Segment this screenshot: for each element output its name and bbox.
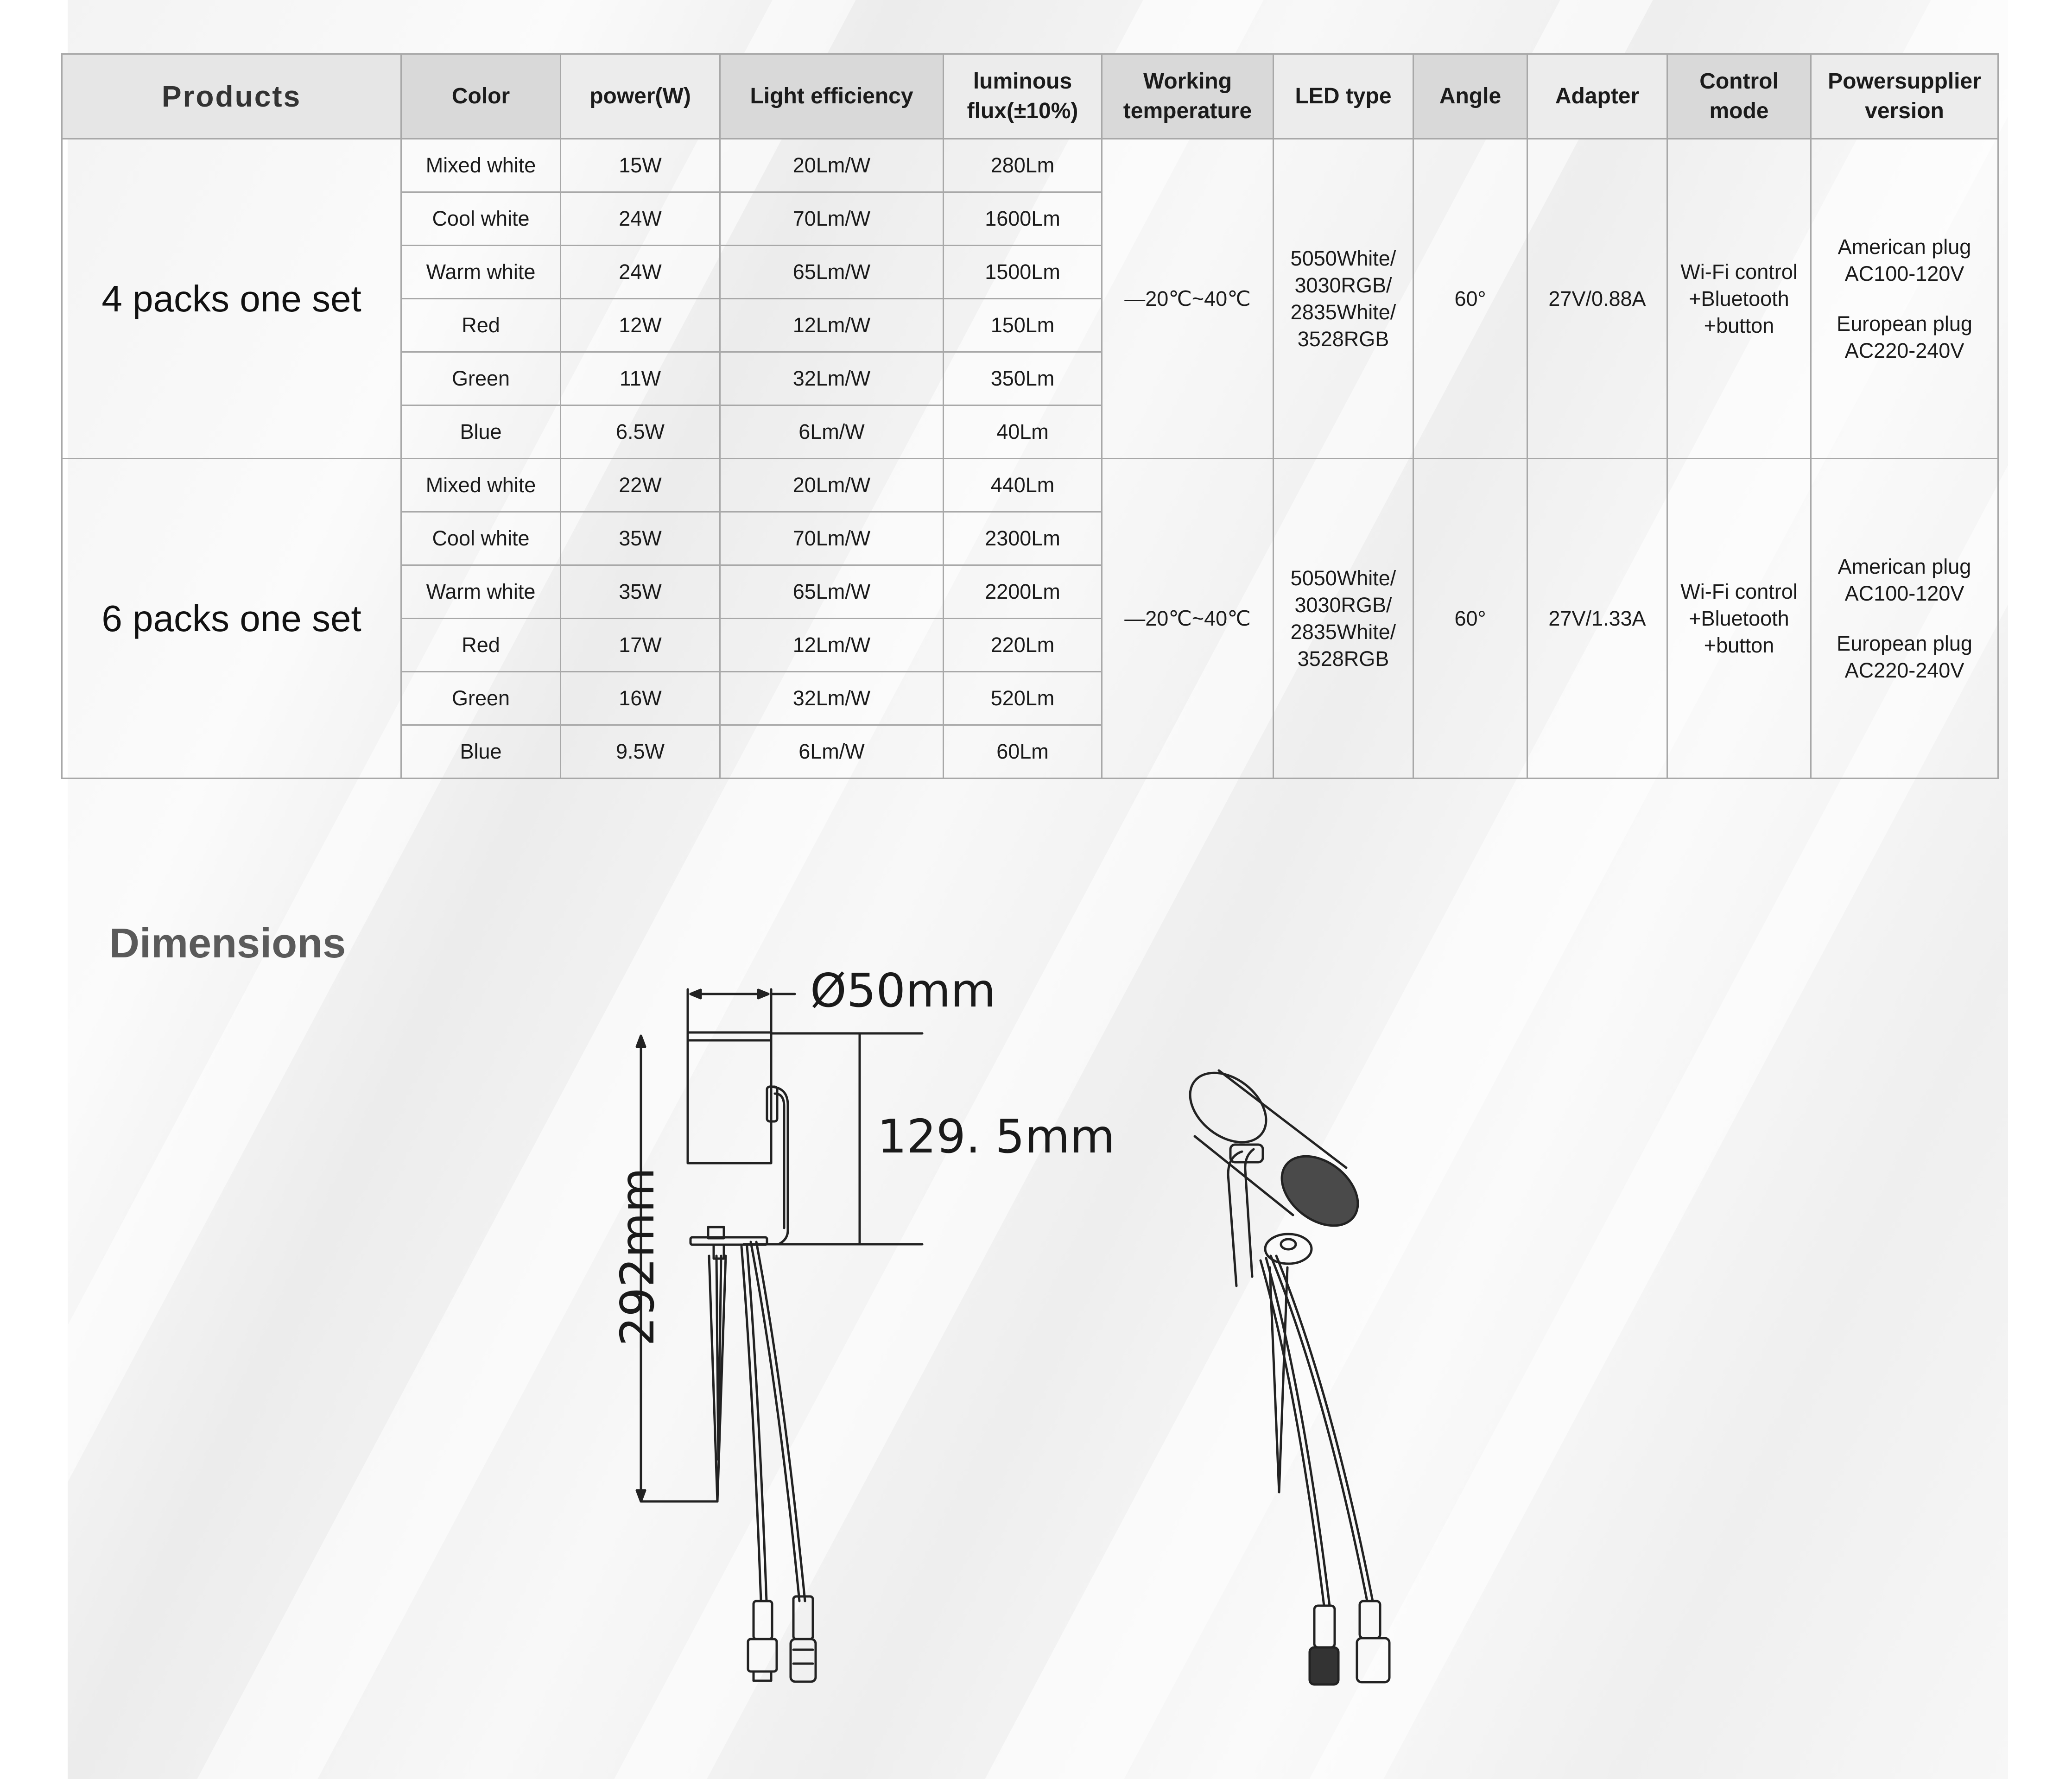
supply-american-line: AC100-120V: [1844, 581, 1964, 605]
cell-temperature: —20℃~40℃: [1102, 459, 1274, 779]
cell-flux: 1600Lm: [944, 192, 1102, 246]
cell-efficiency: 70Lm/W: [720, 192, 944, 246]
cell-color: Mixed white: [401, 139, 561, 192]
led-type-line: 3528RGB: [1297, 646, 1389, 671]
cell-color: Blue: [401, 725, 561, 779]
cell-color: Green: [401, 352, 561, 405]
cell-angle: 60°: [1413, 459, 1527, 779]
control-mode-line: +Bluetooth: [1689, 606, 1789, 630]
product-set-name: 4 packs one set: [62, 139, 401, 459]
supply-american-line: American plug: [1838, 234, 1971, 259]
cell-power: 22W: [561, 459, 720, 512]
led-type-line: 5050White/: [1290, 246, 1396, 270]
cell-angle: 60°: [1413, 139, 1527, 459]
cell-flux: 440Lm: [944, 459, 1102, 512]
cell-efficiency: 32Lm/W: [720, 352, 944, 405]
cell-flux: 280Lm: [944, 139, 1102, 192]
supply-european-line: AC220-240V: [1844, 658, 1964, 682]
cell-color: Mixed white: [401, 459, 561, 512]
cell-power: 12W: [561, 299, 720, 352]
cell-flux: 40Lm: [944, 405, 1102, 459]
cell-efficiency: 12Lm/W: [720, 619, 944, 672]
cell-power: 35W: [561, 512, 720, 565]
cell-power: 11W: [561, 352, 720, 405]
header-color: Color: [401, 54, 561, 139]
cell-efficiency: 70Lm/W: [720, 512, 944, 565]
header-power: power(W): [561, 54, 720, 139]
cell-power: 35W: [561, 565, 720, 619]
cell-flux: 2300Lm: [944, 512, 1102, 565]
cell-power: 6.5W: [561, 405, 720, 459]
header-temp-line2: temperature: [1123, 99, 1252, 123]
led-type-line: 2835White/: [1290, 620, 1396, 644]
header-temp-line1: Working: [1143, 69, 1232, 94]
head-height-label: 129. 5mm: [877, 1109, 1115, 1164]
cell-adapter: 27V/1.33A: [1527, 459, 1667, 779]
cell-power: 24W: [561, 192, 720, 246]
cell-efficiency: 65Lm/W: [720, 565, 944, 619]
supply-european-line: European plug: [1837, 311, 1972, 336]
cell-color: Red: [401, 299, 561, 352]
cell-efficiency: 6Lm/W: [720, 725, 944, 779]
cell-power: 24W: [561, 246, 720, 299]
cell-adapter: 27V/0.88A: [1527, 139, 1667, 459]
header-control-line2: mode: [1709, 99, 1769, 123]
cell-flux: 520Lm: [944, 672, 1102, 725]
header-flux-line2: flux(±10%): [967, 99, 1078, 123]
header-control-line1: Control: [1699, 69, 1779, 94]
led-type-line: 5050White/: [1290, 566, 1396, 590]
cell-efficiency: 12Lm/W: [720, 299, 944, 352]
cell-flux: 220Lm: [944, 619, 1102, 672]
header-angle: Angle: [1413, 54, 1527, 139]
control-mode-line: +button: [1704, 633, 1774, 657]
supply-european-line: European plug: [1837, 631, 1972, 655]
led-type-line: 3030RGB/: [1294, 273, 1392, 297]
supply-american-line: American plug: [1838, 554, 1971, 578]
header-supply-line2: version: [1865, 99, 1944, 123]
header-products: Products: [62, 54, 401, 139]
cell-color: Warm white: [401, 246, 561, 299]
cell-power: 9.5W: [561, 725, 720, 779]
cell-flux: 1500Lm: [944, 246, 1102, 299]
led-type-line: 3030RGB/: [1294, 593, 1392, 617]
cell-power: 17W: [561, 619, 720, 672]
control-mode-line: Wi-Fi control: [1680, 579, 1798, 603]
cell-flux: 2200Lm: [944, 565, 1102, 619]
cell-color: Green: [401, 672, 561, 725]
total-height-label: 292mm: [610, 1167, 665, 1346]
header-supply-line1: Powersupplier: [1828, 69, 1981, 94]
cell-color: Blue: [401, 405, 561, 459]
cell-flux: 150Lm: [944, 299, 1102, 352]
led-type-line: 2835White/: [1290, 300, 1396, 324]
control-mode-line: Wi-Fi control: [1680, 260, 1798, 284]
cell-color: Red: [401, 619, 561, 672]
cell-color: Cool white: [401, 512, 561, 565]
header-led-type: LED type: [1274, 54, 1413, 139]
header-adapter: Adapter: [1527, 54, 1667, 139]
cell-temperature: —20℃~40℃: [1102, 139, 1274, 459]
diameter-label: Ø50mm: [810, 963, 996, 1018]
cell-efficiency: 20Lm/W: [720, 459, 944, 512]
product-set-name: 6 packs one set: [62, 459, 401, 779]
header-flux-line1: luminous: [973, 69, 1072, 94]
cell-power: 15W: [561, 139, 720, 192]
cell-efficiency: 65Lm/W: [720, 246, 944, 299]
cell-color: Cool white: [401, 192, 561, 246]
supply-european-line: AC220-240V: [1844, 338, 1964, 362]
cell-efficiency: 6Lm/W: [720, 405, 944, 459]
led-type-line: 3528RGB: [1297, 327, 1389, 351]
cell-efficiency: 32Lm/W: [720, 672, 944, 725]
control-mode-line: +button: [1704, 313, 1774, 337]
cell-flux: 350Lm: [944, 352, 1102, 405]
supply-american-line: AC100-120V: [1844, 261, 1964, 285]
control-mode-line: +Bluetooth: [1689, 286, 1789, 310]
cell-color: Warm white: [401, 565, 561, 619]
header-light-efficiency: Light efficiency: [720, 54, 944, 139]
cell-efficiency: 20Lm/W: [720, 139, 944, 192]
dimensions-title: Dimensions: [109, 920, 346, 967]
cell-flux: 60Lm: [944, 725, 1102, 779]
cell-power: 16W: [561, 672, 720, 725]
